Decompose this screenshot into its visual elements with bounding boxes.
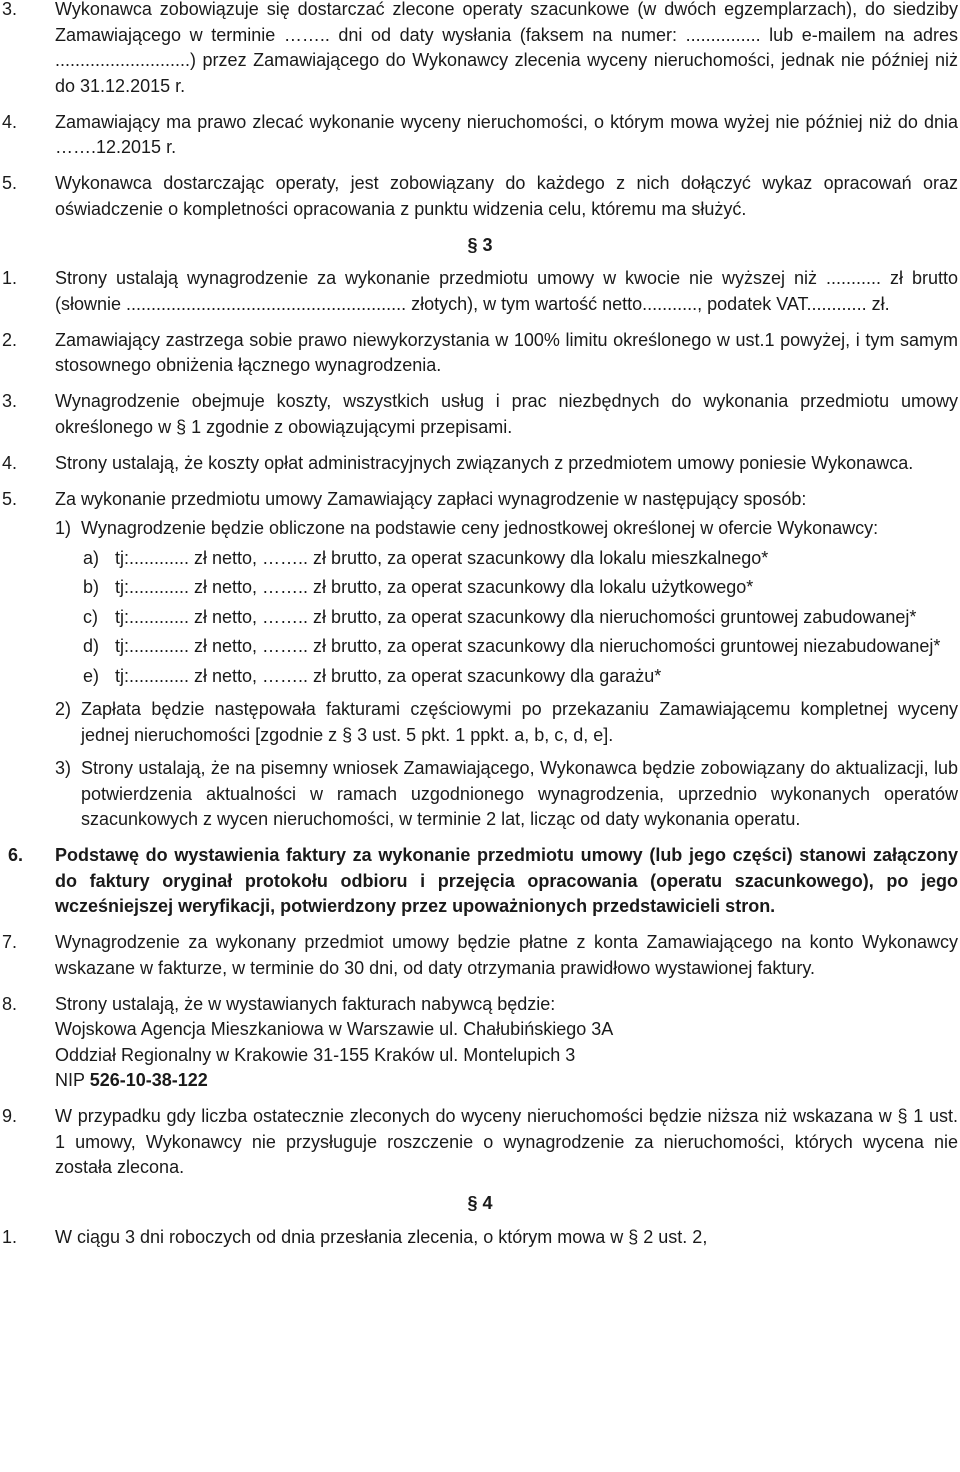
item-text: Zamawiający ma prawo zlecać wykonanie wyceny nieruchomości, o którym mowa wyżej nie później niż do dnia …….12.2015 r. bbox=[55, 111, 958, 157]
item-text: Wynagrodzenie za wykonany przedmiot umowy będzie płatne z konta Zamawiającego na konto Wykonawcy wskazane w fakturze, w terminie do 30 dni, od daty otrzymania prawidłowo wystawionej faktury. bbox=[55, 932, 958, 978]
item-number: 5. bbox=[2, 488, 18, 509]
list-item bbox=[0, 389, 960, 440]
letter-item bbox=[81, 546, 958, 572]
item-number: 9. bbox=[2, 1106, 18, 1126]
sub-item-text: Zapłata będzie następowała fakturami częściowymi po przekazaniu Zamawiającemu kompletnej wyceny jednej nieruchomości [zgodnie z § 3 ust. 5 pkt. 1 ppkt. a, b, c, d, e]. bbox=[81, 699, 958, 745]
letter-item bbox=[81, 634, 958, 660]
list-item bbox=[0, 487, 960, 833]
item-text: Strony ustalają, że koszty opłat administracyjnych związanych z przedmiotem umowy poniesie Wykonawca. bbox=[55, 452, 914, 473]
buyer-name: Wojskowa Agencja Mieszkaniowa w Warszawie ul. Chałubińskiego 3A bbox=[55, 1019, 614, 1039]
nip-value: 526-10-38-122 bbox=[89, 1070, 208, 1090]
item-text: Strony ustalają wynagrodzenie za wykonanie przedmiotu umowy w kwocie nie wyższej niż ........... zł brutto (słownie ........................................................ złotych), w tym wartość netto..........., podatek VAT............ zł. bbox=[55, 268, 958, 314]
sub-item-number: 3) bbox=[55, 758, 72, 778]
item-text: Wykonawca dostarczając operaty, jest zobowiązany do każdego z nich dołączyć wykaz opracowań oraz oświadczenie o kompletności opracowania z punktu widzenia celu, któremu ma służyć. bbox=[55, 173, 958, 219]
list-item bbox=[0, 992, 960, 1094]
letter-item-number: e) bbox=[83, 665, 100, 686]
item-number: 2. bbox=[2, 329, 18, 350]
item-text: Podstawę do wystawienia faktury za wykonanie przedmiotu umowy (lub jego części) stanowi załączony do faktury oryginał protokołu odbioru i przejęcia opracowania (operatu szacunkowego), po jego wcześniejszej weryfikacji, potwierdzony przez upoważnionych przedstawicieli stron. bbox=[55, 845, 958, 916]
item-number: 4. bbox=[2, 111, 18, 132]
item-text: Za wykonanie przedmiotu umowy Zamawiający zapłaci wynagrodzenie w następujący sposób: bbox=[55, 488, 807, 509]
item-number: 1. bbox=[2, 268, 18, 288]
sub-item-text: Strony ustalają, że na pisemny wniosek Zamawiającego, Wykonawca będzie zobowiązany do aktualizacji, lub potwierdzenia aktualności w ramach uzgodnionego wynagrodzenia, uprzednio wykonanych operatów szacunkowych z wycen nieruchomości, w terminie 2 lat, licząc od daty wykonania operatu. bbox=[81, 758, 958, 829]
sub-item-number: 1) bbox=[55, 518, 72, 538]
buyer-branch: Oddział Regionalny w Krakowie 31-155 Kraków ul. Montelupich 3 bbox=[55, 1044, 576, 1065]
letter-item-number: b) bbox=[83, 577, 100, 597]
item-number: 6. bbox=[8, 845, 24, 865]
list-item bbox=[0, 1104, 960, 1181]
item-text: Wynagrodzenie obejmuje koszty, wszystkich usług i prac niezbędnych do wykonania przedmiotu umowy określonego w § 1 zgodnie z obowiązującymi przepisami. bbox=[55, 391, 958, 437]
letter-item-text: tj:............ zł netto, …….. zł brutto, za operat szacunkowy dla lokalu użytkowego* bbox=[115, 577, 754, 597]
letter-item bbox=[81, 605, 958, 631]
sub-item bbox=[55, 516, 958, 689]
list-item bbox=[0, 843, 960, 920]
letter-item-text: tj:............ zł netto, …….. zł brutto, za operat szacunkowy dla nieruchomości gruntowej niezabudowanej* bbox=[115, 636, 941, 656]
sub-item bbox=[55, 756, 958, 833]
letter-item-number: d) bbox=[83, 636, 100, 656]
item-number: 8. bbox=[2, 993, 18, 1014]
letter-item bbox=[81, 664, 958, 690]
item-text: W przypadku gdy liczba ostatecznie zleconych do wyceny nieruchomości będzie niższa niż wskazana w § 1 ust. 1 umowy, Wykonawcy nie przysługuje roszczenie o wynagrodzenie za nieruchomości, których wycena nie została zlecona. bbox=[55, 1106, 958, 1177]
list-item bbox=[0, 930, 960, 981]
nip-label: NIP bbox=[55, 1070, 90, 1090]
item-number: 1. bbox=[2, 1226, 18, 1247]
buyer-address bbox=[55, 992, 960, 1094]
item-number: 7. bbox=[2, 932, 18, 952]
letter-item bbox=[81, 575, 958, 601]
section-heading: § 3 bbox=[467, 234, 493, 255]
list-item bbox=[0, 328, 960, 379]
letter-item-text: tj:............ zł netto, …….. zł brutto, za operat szacunkowy dla garażu* bbox=[115, 665, 662, 686]
item-number: 5. bbox=[2, 173, 18, 193]
list-item bbox=[0, 266, 960, 317]
letter-item-number: c) bbox=[83, 606, 98, 627]
list-item bbox=[0, 110, 960, 161]
item-number: 3. bbox=[2, 391, 18, 411]
sub-item bbox=[55, 697, 958, 748]
letter-item-text: tj:............ zł netto, …….. zł brutto, za operat szacunkowy dla lokalu mieszkalnego* bbox=[115, 547, 769, 568]
list-item bbox=[0, 0, 960, 99]
list-item bbox=[0, 171, 960, 222]
list-item bbox=[0, 1225, 960, 1251]
buyer-nip bbox=[55, 1068, 958, 1094]
list-item bbox=[0, 451, 960, 477]
sub-item-number: 2) bbox=[55, 699, 72, 719]
item-number: 4. bbox=[2, 452, 18, 473]
item-text: Wykonawca zobowiązuje się dostarczać zlecone operaty szacunkowe (w dwóch egzemplarzach), do siedziby Zamawiającego w terminie …….. dni od daty wysłania (faksem na numer: ............... lub e-mailem na adres ...........................) przez Zamawiającego do Wykonawcy zlecenia wyceny nieruchomości, jednak nie później niż do 31.12.2015 r. bbox=[55, 0, 958, 96]
sub-item-text: Wynagrodzenie będzie obliczone na podstawie ceny jednostkowej określonej w ofercie Wykonawcy: bbox=[81, 518, 879, 538]
buyer-intro: Strony ustalają, że w wystawianych fakturach nabywcą będzie: bbox=[55, 993, 556, 1014]
item-text: Zamawiający zastrzega sobie prawo niewykorzystania w 100% limitu określonego w ust.1 powyżej, i tym samym stosownego obniżenia łącznego wynagrodzenia. bbox=[55, 329, 958, 375]
section-heading: § 4 bbox=[467, 1193, 493, 1213]
letter-item-number: a) bbox=[83, 547, 100, 568]
item-number: 3. bbox=[2, 0, 18, 19]
letter-item-text: tj:............ zł netto, …….. zł brutto, za operat szacunkowy dla nieruchomości gruntowej zabudowanej* bbox=[115, 606, 917, 627]
item-text: W ciągu 3 dni roboczych od dnia przesłania zlecenia, o którym mowa w § 2 ust. 2, bbox=[55, 1226, 708, 1247]
